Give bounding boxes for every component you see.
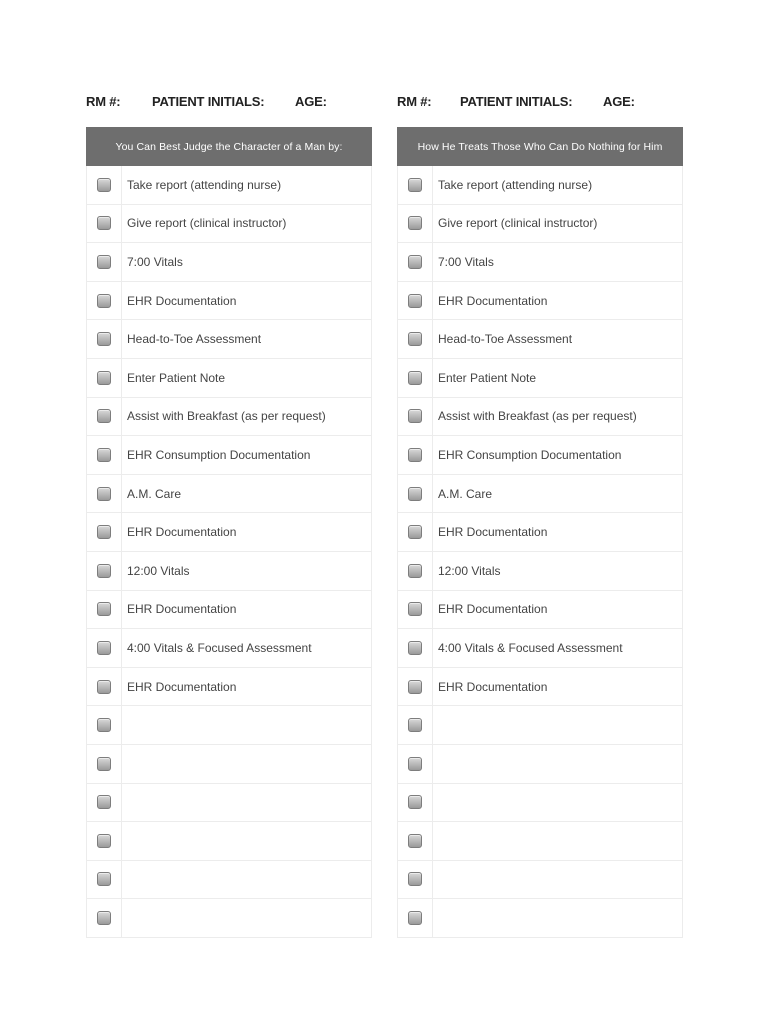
- checkbox[interactable]: [97, 487, 111, 501]
- task-label: 7:00 Vitals: [438, 254, 494, 269]
- checklist-row: [398, 629, 682, 668]
- checkbox[interactable]: [408, 680, 422, 694]
- checkbox-cell: [87, 552, 122, 590]
- checkbox-cell: [87, 745, 122, 783]
- checklist-row: [398, 205, 682, 244]
- checkbox[interactable]: [408, 371, 422, 385]
- checklist-row: [398, 822, 682, 861]
- checklist-row: [398, 861, 682, 900]
- checkbox[interactable]: [408, 409, 422, 423]
- checklist-row: [398, 552, 682, 591]
- task-label: EHR Documentation: [127, 679, 237, 694]
- checklist-row: [398, 166, 682, 205]
- checklist-row: [87, 205, 371, 244]
- checkbox-cell: [398, 668, 433, 706]
- checklist-row: [87, 398, 371, 437]
- checkbox-cell: [87, 861, 122, 899]
- task-label: [433, 784, 682, 822]
- checklist-row: [87, 436, 371, 475]
- checkbox[interactable]: [408, 911, 422, 925]
- task-label: [122, 899, 371, 937]
- task-label: Take report (attending nurse): [127, 177, 282, 192]
- checkbox[interactable]: [97, 602, 111, 616]
- checkbox-cell: [87, 359, 122, 397]
- checkbox-cell: [87, 475, 122, 513]
- checkbox[interactable]: [408, 255, 422, 269]
- right-checklist-panel: [397, 90, 683, 938]
- checklist-row: [87, 591, 371, 630]
- task-label: EHR Documentation: [127, 525, 237, 540]
- checklist-row: [398, 745, 682, 784]
- checkbox-cell: [87, 668, 122, 706]
- checklist-row: [398, 668, 682, 707]
- checklist-row: [87, 629, 371, 668]
- task-label: EHR Documentation: [438, 679, 548, 694]
- patient-initials-label: PATIENT INITIALS:: [460, 94, 573, 109]
- checkbox[interactable]: [97, 216, 111, 230]
- checkbox[interactable]: [97, 178, 111, 192]
- left-checklist-panel: [86, 90, 372, 938]
- task-label: [433, 706, 682, 744]
- checklist-title: How He Treats Those Who Can Do Nothing for Him: [397, 127, 683, 166]
- checkbox-cell: [87, 243, 122, 281]
- checklist-row: [87, 784, 371, 823]
- checklist-row: [398, 398, 682, 437]
- task-label: [433, 822, 682, 860]
- checklist-row: [398, 243, 682, 282]
- checkbox-cell: [398, 629, 433, 667]
- checklist-row: [87, 745, 371, 784]
- task-label: EHR Documentation: [438, 602, 548, 617]
- checkbox-cell: [398, 822, 433, 860]
- checklist-row: [398, 784, 682, 823]
- checkbox[interactable]: [97, 294, 111, 308]
- checklist-row: [87, 513, 371, 552]
- task-label: Head-to-Toe Assessment: [127, 332, 262, 347]
- checkbox-cell: [398, 899, 433, 937]
- checkbox[interactable]: [97, 371, 111, 385]
- task-label: Enter Patient Note: [127, 370, 226, 385]
- checkbox-cell: [398, 436, 433, 474]
- task-label: Give report (clinical instructor): [127, 216, 287, 231]
- task-label: EHR Documentation: [438, 293, 548, 308]
- task-label: EHR Consumption Documentation: [127, 447, 311, 462]
- checkbox[interactable]: [408, 718, 422, 732]
- checkbox-cell: [398, 282, 433, 320]
- checklist-rows: [86, 166, 372, 938]
- checkbox[interactable]: [97, 564, 111, 578]
- task-label: Head-to-Toe Assessment: [438, 332, 573, 347]
- task-label: [122, 745, 371, 783]
- checkbox-cell: [87, 436, 122, 474]
- checklist-row: [87, 861, 371, 900]
- checkbox[interactable]: [408, 216, 422, 230]
- task-label: 4:00 Vitals & Focused Assessment: [438, 640, 623, 655]
- checklist-row: [87, 166, 371, 205]
- task-label: 4:00 Vitals & Focused Assessment: [127, 640, 312, 655]
- patient-header-fields: [397, 90, 683, 114]
- task-label: A.M. Care: [127, 486, 182, 501]
- checkbox-cell: [87, 513, 122, 551]
- task-label: [433, 861, 682, 899]
- task-label: EHR Documentation: [127, 293, 237, 308]
- checkbox[interactable]: [97, 525, 111, 539]
- checkbox-cell: [398, 475, 433, 513]
- checkbox[interactable]: [97, 757, 111, 771]
- checkbox[interactable]: [97, 409, 111, 423]
- checklist-row: [398, 475, 682, 514]
- checkbox[interactable]: [408, 602, 422, 616]
- checkbox[interactable]: [408, 564, 422, 578]
- checkbox[interactable]: [408, 872, 422, 886]
- checkbox-cell: [398, 861, 433, 899]
- checklist-row: [398, 706, 682, 745]
- checklist-row: [398, 513, 682, 552]
- task-label: [433, 899, 682, 937]
- checkbox[interactable]: [408, 448, 422, 462]
- patient-header-fields: [86, 90, 372, 114]
- checklist-row: [87, 822, 371, 861]
- task-label: EHR Documentation: [127, 602, 237, 617]
- room-number-label: RM #:: [397, 94, 432, 109]
- checkbox-cell: [87, 591, 122, 629]
- checklist-row: [398, 359, 682, 398]
- checkbox-cell: [87, 899, 122, 937]
- checkbox[interactable]: [408, 294, 422, 308]
- checklist-row: [398, 899, 682, 938]
- checkbox[interactable]: [97, 255, 111, 269]
- checkbox[interactable]: [408, 795, 422, 809]
- task-label: Assist with Breakfast (as per request): [127, 409, 326, 424]
- age-label: AGE:: [295, 94, 327, 109]
- checklist-row: [398, 591, 682, 630]
- checkbox-cell: [87, 706, 122, 744]
- checkbox-cell: [398, 166, 433, 204]
- checklist-row: [87, 282, 371, 321]
- checkbox[interactable]: [97, 872, 111, 886]
- checkbox-cell: [398, 591, 433, 629]
- task-label: A.M. Care: [438, 486, 493, 501]
- patient-initials-label: PATIENT INITIALS:: [152, 94, 265, 109]
- checkbox[interactable]: [97, 834, 111, 848]
- checkbox[interactable]: [97, 795, 111, 809]
- checkbox[interactable]: [408, 178, 422, 192]
- checkbox-cell: [87, 822, 122, 860]
- checkbox-cell: [87, 320, 122, 358]
- task-label: Enter Patient Note: [438, 370, 537, 385]
- checklist-row: [87, 243, 371, 282]
- checkbox[interactable]: [97, 911, 111, 925]
- task-label: [122, 706, 371, 744]
- checkbox-cell: [398, 552, 433, 590]
- task-label: Assist with Breakfast (as per request): [438, 409, 637, 424]
- checklist-title: You Can Best Judge the Character of a Man by:: [86, 127, 372, 166]
- task-label: [122, 784, 371, 822]
- checkbox-cell: [87, 205, 122, 243]
- checkbox-cell: [87, 784, 122, 822]
- task-label: 12:00 Vitals: [127, 563, 190, 578]
- task-label: 7:00 Vitals: [127, 254, 183, 269]
- checkbox[interactable]: [97, 332, 111, 346]
- checklist-row: [87, 359, 371, 398]
- checkbox-cell: [398, 398, 433, 436]
- checkbox-cell: [398, 359, 433, 397]
- checkbox-cell: [398, 243, 433, 281]
- checkbox[interactable]: [408, 487, 422, 501]
- checkbox-cell: [398, 745, 433, 783]
- checklist-row: [398, 282, 682, 321]
- checkbox[interactable]: [408, 757, 422, 771]
- checkbox-cell: [398, 205, 433, 243]
- checkbox[interactable]: [97, 680, 111, 694]
- task-label: EHR Consumption Documentation: [438, 447, 622, 462]
- task-label: Take report (attending nurse): [438, 177, 593, 192]
- task-label: [122, 861, 371, 899]
- checkbox[interactable]: [408, 525, 422, 539]
- checklist-row: [398, 320, 682, 359]
- checkbox-cell: [87, 398, 122, 436]
- checklist-rows: [397, 166, 683, 938]
- checklist-row: [87, 320, 371, 359]
- task-label: Give report (clinical instructor): [438, 216, 598, 231]
- task-label: [433, 745, 682, 783]
- checkbox-cell: [398, 706, 433, 744]
- checkbox-cell: [87, 282, 122, 320]
- checklist-row: [87, 552, 371, 591]
- checkbox-cell: [87, 629, 122, 667]
- checklist-row: [398, 436, 682, 475]
- task-label: [122, 822, 371, 860]
- checkbox-cell: [398, 513, 433, 551]
- checklist-row: [87, 899, 371, 938]
- room-number-label: RM #:: [86, 94, 121, 109]
- checkbox-cell: [398, 784, 433, 822]
- checkbox[interactable]: [97, 448, 111, 462]
- checklist-row: [87, 668, 371, 707]
- task-label: 12:00 Vitals: [438, 563, 501, 578]
- checkbox-cell: [87, 166, 122, 204]
- checklist-row: [87, 706, 371, 745]
- checkbox[interactable]: [97, 718, 111, 732]
- checkbox-cell: [398, 320, 433, 358]
- checkbox[interactable]: [408, 834, 422, 848]
- checkbox[interactable]: [97, 641, 111, 655]
- checklist-row: [87, 475, 371, 514]
- checkbox[interactable]: [408, 641, 422, 655]
- task-label: EHR Documentation: [438, 525, 548, 540]
- checkbox[interactable]: [408, 332, 422, 346]
- age-label: AGE:: [603, 94, 635, 109]
